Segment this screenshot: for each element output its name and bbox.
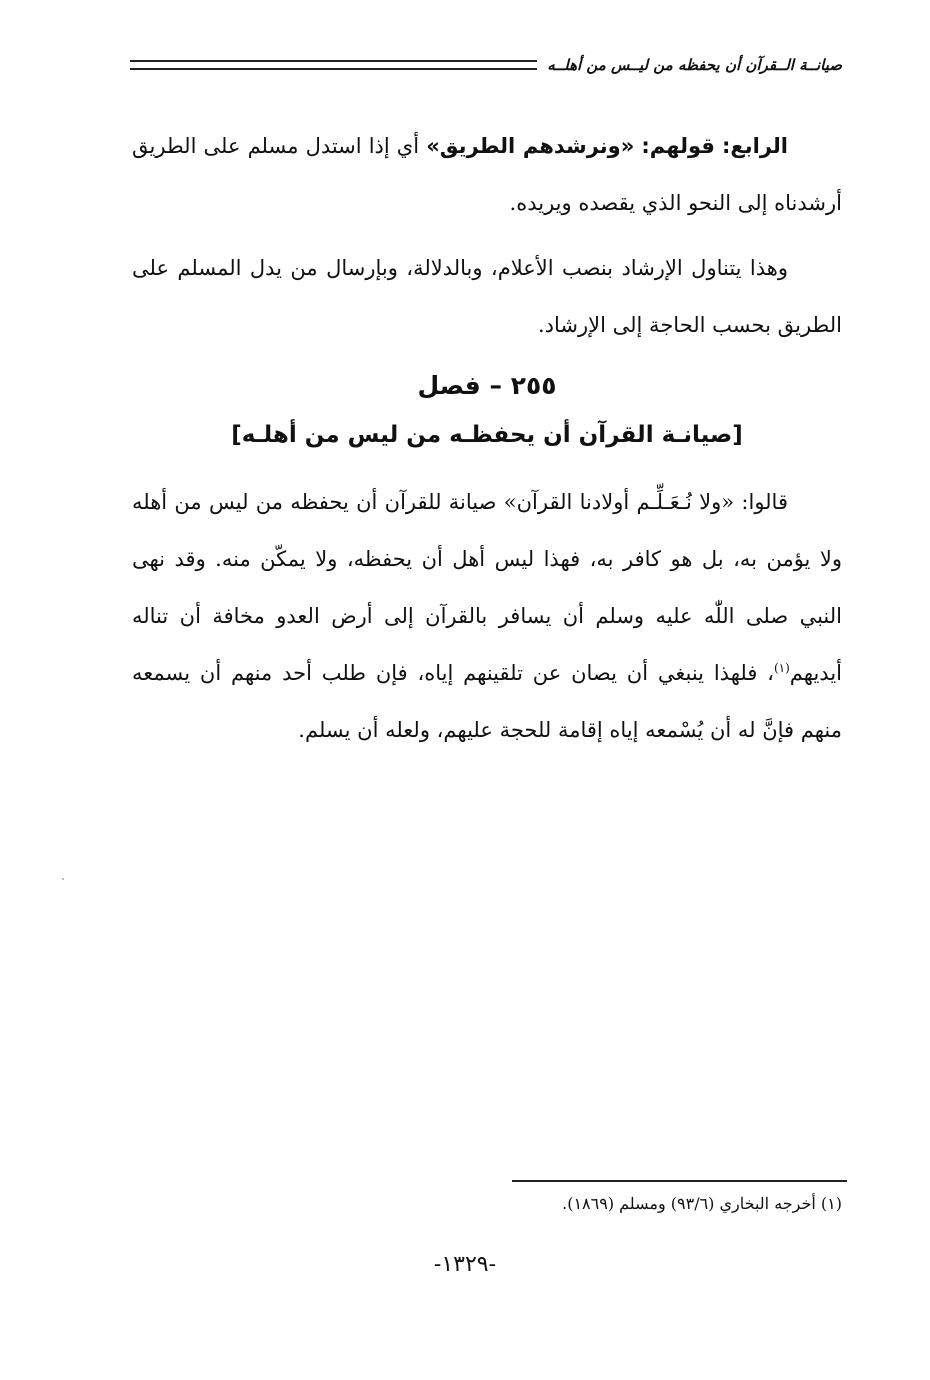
main-text [132, 118, 842, 767]
paragraph-1 [132, 118, 842, 232]
footnote-reference[interactable]: (١) [773, 661, 790, 675]
running-title: صيانــة الــقرآن أن يحفظه من ليــس من أهلــه [547, 56, 842, 74]
paragraph-3-text-a: قالوا: «ولا نُـعَـلِّـم أولادنا القرآن» صيانة للقرآن أن يحفظه من ليس من أهله ولا يؤمن به، بل هو كافر به، فهذا ليس أهل أن يحفظه، ولا يمكّن منه. وقد نهى النبي صلى اللّٰه عليه وسلم أن يسافر بالقرآن إلى أرض العدو مخافة أن تناله أيديهم [132, 490, 842, 685]
chapter-heading: ٢٥٥ – فصل [417, 371, 557, 400]
paragraph-1-lead: الرابع: [722, 134, 788, 158]
paragraph-1-quote: «ونرشدهم الطريق» [426, 134, 635, 158]
footnote-rule [512, 1180, 847, 1182]
header-double-rule [130, 60, 537, 70]
paragraph-1-quote-label: قولهم: [641, 134, 715, 158]
paragraph-3 [132, 474, 842, 759]
paragraph-3-text-b: ، فلهذا ينبغي أن يصان عن تلقينهم إياه، فإن طلب أحد منهم أن يسمعه منهم فإنَّ له أن يُسْمعه إياه إقامة للحجة عليهم، ولعله أن يسلم. [132, 661, 842, 742]
paragraph-1-text: أي إذا استدل مسلم على الطريق أرشدناه إلى النحو الذي يقصده ويريده. [132, 134, 842, 215]
scan-speck [62, 878, 64, 880]
paragraph-2: وهذا يتناول الإرشاد بنصب الأعلام، وبالدلالة، وبإرسال من يدل المسلم على الطريق بحسب الحاجة إلى الإرشاد. [132, 256, 842, 337]
chapter-subtitle: [صيانـة القرآن أن يحفظـه من ليس من أهلـه] [231, 422, 743, 448]
page-number: -١٣٢٩- [433, 1252, 497, 1277]
running-header [130, 50, 842, 80]
footnote: (١) أخرجه البخاري (٩٣/٦) ومسلم (١٨٦٩). [562, 1194, 842, 1213]
